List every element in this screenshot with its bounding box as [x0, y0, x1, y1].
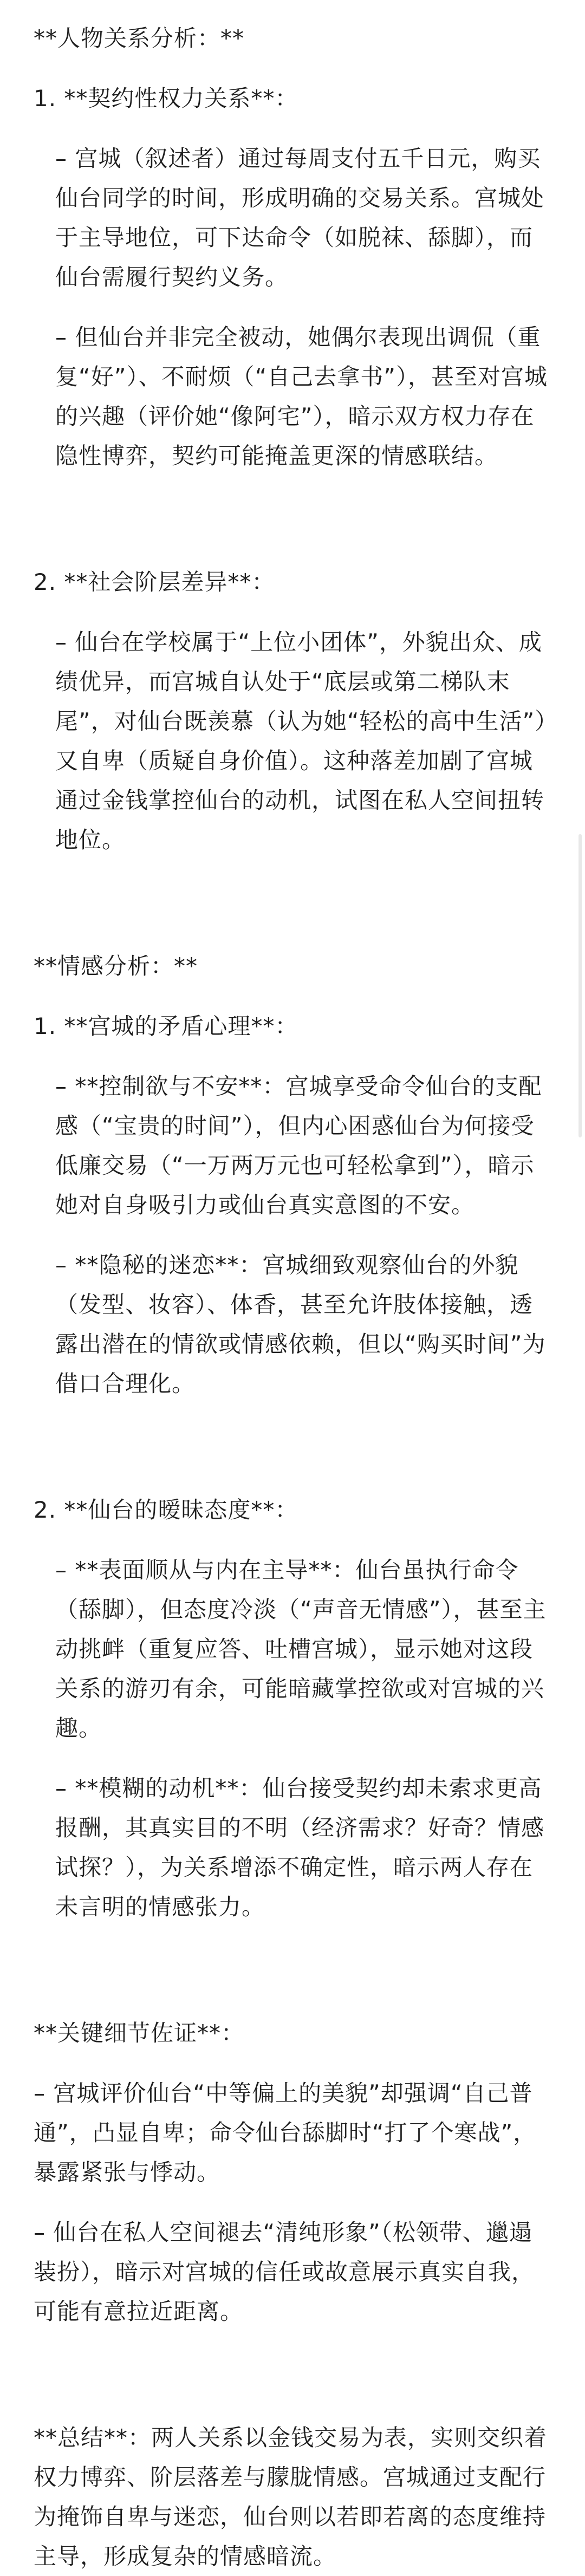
paragraph-miyagi-2: – **隐秘的迷恋**：宫城细致观察仙台的外貌（发型、妆容）、体香，甚至允许肢体接触，透露出潜在的情欲或情感依赖，但以“购买时间”为借口合理化。: [55, 1252, 546, 1397]
scrollbar[interactable]: [576, 0, 582, 2556]
paragraph-contract-1: – 宫城（叙述者）通过每周支付五千日元，购买仙台同学的时间，形成明确的交易关系。宫城处于主导地位，可下达命令（如脱袜、舔脚），而仙台需履行契约义务。: [55, 145, 545, 290]
paragraph-miyagi-1: – **控制欲与不安**：宫城享受命令仙台的支配感（“宝贵的时间”），但内心困惑仙台为何接受低廉交易（“一万两万元也可轻松拿到”），暗示她对自身吸引力或仙台真实意图的不安。: [55, 1073, 542, 1218]
section-title-sendai-ambiguity: 2. **仙台的暧昧态度**：: [34, 1497, 298, 1523]
scrollbar-thumb[interactable]: [578, 834, 582, 1137]
heading-relations: **人物关系分析：**: [34, 25, 245, 51]
paragraph-class-1: – 仙台在学校属于“上位小团体”，外貌出众、成绩优异，而宫城自认处于“底层或第二梯队末尾”，对仙台既羡慕（认为她“轻松的高中生活”）又自卑（质疑自身价值）。这种落差加剧了宫城通过金钱掌控仙台的动机，试图在私人空间扭转地位。: [55, 629, 547, 853]
paragraph-details-2: – 仙台在私人空间褪去“清纯形象”（松领带、邋遢装扮），暗示对宫城的信任或故意展示真实自我，可能有意拉近距离。: [34, 2219, 535, 2325]
section-title-miyagi-conflict: 1. **宫城的矛盾心理**：: [34, 1013, 298, 1039]
paragraph-contract-2: – 但仙台并非完全被动，她偶尔表现出调侃（重复“好”）、不耐烦（“自己去拿书”），甚至对宫城的兴趣（评价她“像阿宅”），暗示双方权力存在隐性博弈，契约可能掩盖更深的情感联结。: [55, 324, 548, 469]
paragraph-sendai-2: – **模糊的动机**：仙台接受契约却未索求更高报酬，其真实目的不明（经济需求？好奇？情感试探？），为关系增添不确定性，暗示两人存在未言明的情感张力。: [55, 1775, 545, 1920]
heading-emotion: **情感分析：**: [34, 953, 198, 979]
paragraph-sendai-1: – **表面顺从与内在主导**：仙台虽执行命令（舔脚），但态度冷淡（“声音无情感”），甚至主动挑衅（重复应答、吐槽宫城），显示她对这段关系的游刃有余，可能暗藏掌控欲或对宫城的兴趣。: [55, 1557, 547, 1741]
section-title-contract-power: 1. **契约性权力关系**：: [34, 85, 298, 112]
heading-key-details: **关键细节佐证**：: [34, 2020, 245, 2046]
section-title-class-difference: 2. **社会阶层差异**：: [34, 569, 275, 595]
paragraph-details-1: – 宫城评价仙台“中等偏上的美貌”却强调“自己普通”，凸显自卑；命令仙台舔脚时“打了个寒战”，暴露紧张与悸动。: [34, 2080, 537, 2185]
paragraph-summary: **总结**：两人关系以金钱交易为表，实则交织着权力博弈、阶层落差与朦胧情感。宫城通过支配行为掩饰自卑与迷恋，仙台则以若即若离的态度维持主导，形成复杂的情感暗流。: [34, 2424, 548, 2570]
